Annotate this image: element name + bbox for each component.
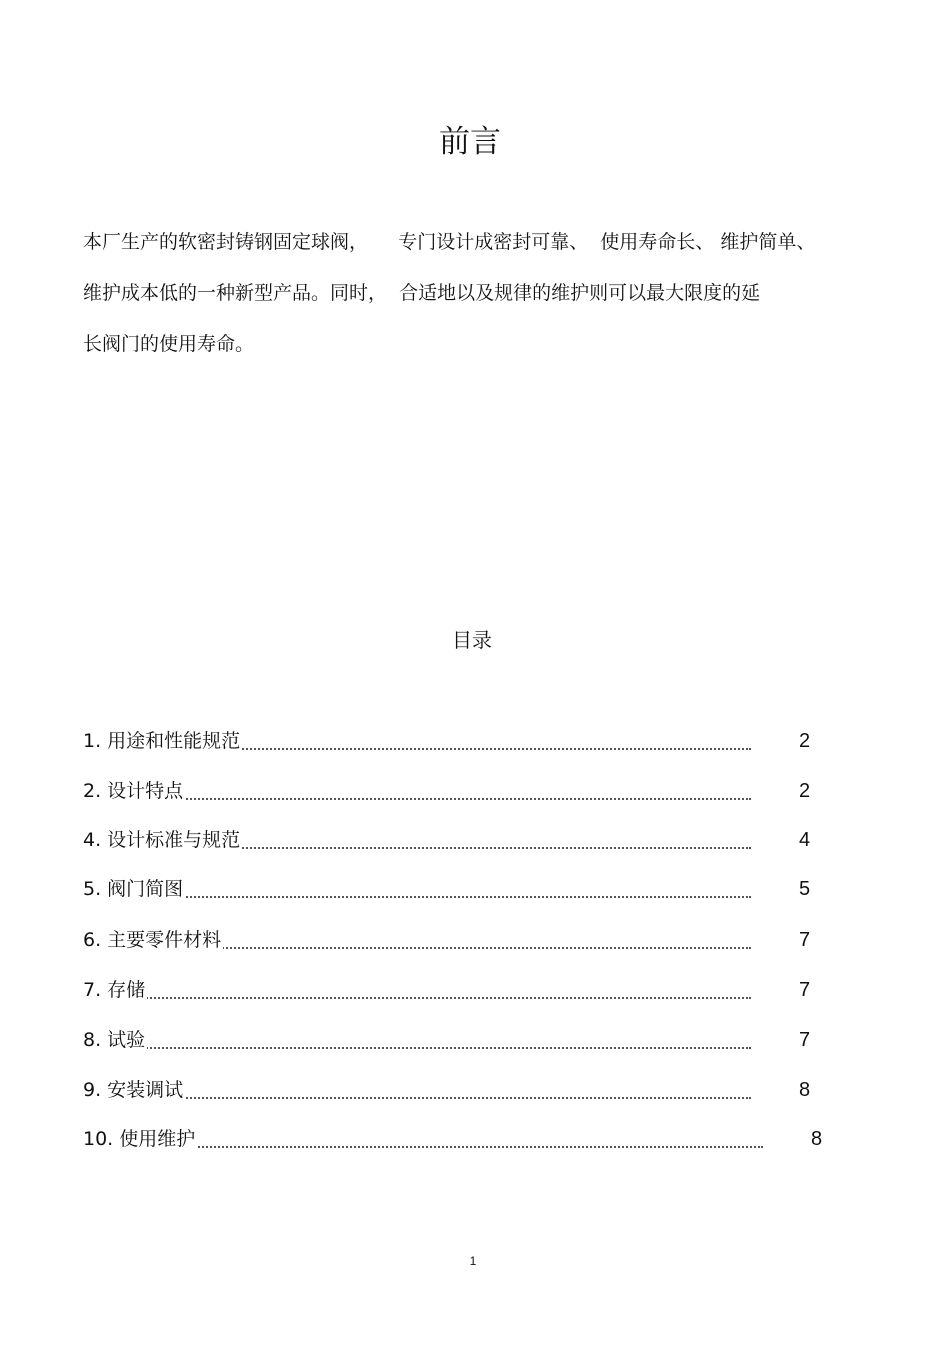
- toc-entry-page: 8: [799, 1079, 811, 1101]
- toc-dots: [83, 983, 751, 999]
- toc-entry-page: 5: [799, 878, 811, 900]
- page-number: 1: [469, 1254, 477, 1268]
- toc-entry-label: 2. 设计特点: [83, 777, 185, 805]
- toc-entry[interactable]: [83, 875, 813, 903]
- toc-entry-page: 8: [811, 1128, 823, 1150]
- toc-entry-label: 10. 使用维护: [83, 1125, 197, 1153]
- toc-entry-page: 4: [799, 829, 811, 851]
- toc-entry-label: 7. 存储: [83, 976, 147, 1004]
- toc-entry-label: 4. 设计标准与规范: [83, 826, 242, 854]
- toc-entry-label: 9. 安装调试: [83, 1076, 185, 1104]
- toc-entry-label: 1. 用途和性能规范: [83, 727, 242, 755]
- toc-entry-page: 7: [799, 929, 811, 951]
- preface-line-1: 本厂生产的软密封铸钢固定球阀， 专门设计成密封可靠、 使用寿命长、 维护简单、: [83, 231, 816, 253]
- preface-line-3: 长阀门的使用寿命。: [83, 333, 255, 355]
- toc-entry[interactable]: [83, 926, 813, 954]
- preface-title: 前言: [439, 124, 501, 160]
- toc-entry[interactable]: [83, 727, 813, 755]
- toc-entry-label: 8. 试验: [83, 1026, 147, 1054]
- toc-entry[interactable]: [83, 1026, 813, 1054]
- toc-entry-page: 2: [799, 730, 811, 752]
- toc-entry[interactable]: [83, 1076, 813, 1104]
- toc-entry[interactable]: [83, 1125, 828, 1153]
- toc-entry[interactable]: [83, 976, 813, 1004]
- toc-entry-label: 6. 主要零件材料: [83, 926, 223, 954]
- toc-entry-page: 7: [799, 979, 811, 1001]
- toc-dots: [83, 1033, 751, 1049]
- toc-entry[interactable]: [83, 777, 813, 805]
- toc-entry[interactable]: [83, 826, 813, 854]
- toc-entry-label: 5. 阀门简图: [83, 875, 185, 903]
- toc-entry-page: 2: [799, 780, 811, 802]
- preface-line-2: 维护成本低的一种新型产品。同时， 合适地以及规律的维护则可以最大限度的延: [83, 282, 761, 304]
- toc-entry-page: 7: [799, 1029, 811, 1051]
- toc-title: 目录: [452, 628, 492, 652]
